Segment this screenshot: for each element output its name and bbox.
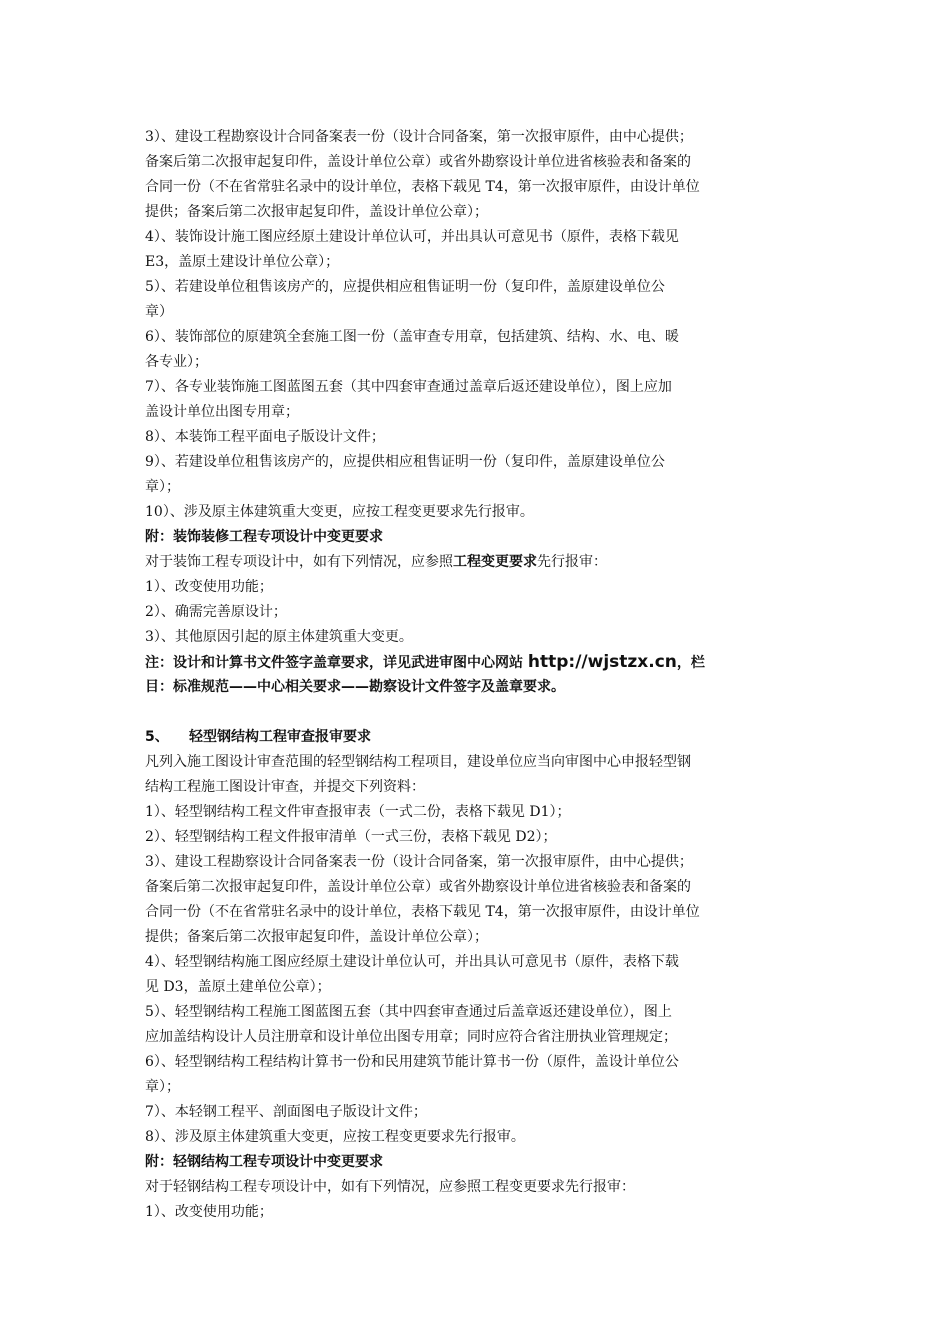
document-page <box>145 125 810 1225</box>
text-line: 提供；备案后第二次报审起复印件，盖设计单位公章）； <box>145 204 488 220</box>
text-line: 6）、装饰部位的原建筑全套施工图一份（盖审查专用章，包括建筑、结构、水、电、暖 <box>145 329 679 345</box>
text-line: 2）、轻型钢结构工程文件报审清单（一式三份，表格下载见 D2）； <box>145 829 557 845</box>
text-line: 盖设计单位出图专用章； <box>145 404 299 420</box>
appendix-b-intro: 对于轻钢结构工程专项设计中，如有下列情况，应参照工程变更要求先行报审： <box>145 1179 635 1195</box>
section-number: 5、 <box>145 729 169 745</box>
text-line: 4）、轻型钢结构施工图应经原土建设计单位认可，并出具认可意见书（原件，表格下载 <box>145 954 679 970</box>
requirements-list-b <box>145 750 810 1150</box>
text-line: 章）； <box>145 479 180 495</box>
text-line: 9）、若建设单位租售该房产的，应提供相应租售证明一份（复印件，盖原建设单位公 <box>145 454 665 470</box>
list-item: 1）、改变使用功能； <box>145 579 273 595</box>
appendix-a-intro-text-end: 先行报审： <box>537 554 607 570</box>
text-line: 各专业）； <box>145 354 208 370</box>
spacer <box>145 700 810 725</box>
text-line: 7）、本轻钢工程平、剖面图电子版设计文件； <box>145 1104 427 1120</box>
website-link[interactable]: http://wjstzx.cn <box>527 652 677 672</box>
list-item: 3）、其他原因引起的原主体建筑重大变更。 <box>145 629 413 645</box>
text-line: 1）、轻型钢结构工程文件审查报审表（一式二份，表格下载见 D1）； <box>145 804 571 820</box>
note-text: 注：设计和计算书文件签字盖章要求，详见武进审图中心网站 <box>145 655 528 671</box>
appendix-a-intro-emphasis: 工程变更要求 <box>453 554 537 570</box>
text-line: 凡列入施工图设计审查范围的轻型钢结构工程项目，建设单位应当向审图中心申报轻型钢 <box>145 754 691 770</box>
text-line: 结构工程施工图设计审查，并提交下列资料： <box>145 779 425 795</box>
section-title: 轻型钢结构工程审查报审要求 <box>189 729 371 745</box>
text-line: 6）、轻型钢结构工程结构计算书一份和民用建筑节能计算书一份（原件，盖设计单位公 <box>145 1054 679 1070</box>
text-line: 备案后第二次报审起复印件，盖设计单位公章）或省外勘察设计单位进省核验表和备案的 <box>145 154 691 170</box>
text-line: 合同一份（不在省常驻名录中的设计单位，表格下载见 T4，第一次报审原件，由设计单位 <box>145 904 700 920</box>
list-item: 1）、改变使用功能； <box>145 1204 273 1220</box>
note-line <box>145 650 810 675</box>
text-line: 见 D3，盖原土建单位公章）； <box>145 979 331 995</box>
list-item: 2）、确需完善原设计； <box>145 604 287 620</box>
text-line: 3）、建设工程勘察设计合同备案表一份（设计合同备案，第一次报审原件，由中心提供； <box>145 854 693 870</box>
appendix-a-intro-text: 对于装饰工程专项设计中，如有下列情况，应参照 <box>145 554 453 570</box>
appendix-b-title: 附：轻钢结构工程专项设计中变更要求 <box>145 1154 383 1170</box>
text-line: 备案后第二次报审起复印件，盖设计单位公章）或省外勘察设计单位进省核验表和备案的 <box>145 879 691 895</box>
text-line: 5）、若建设单位租售该房产的，应提供相应租售证明一份（复印件，盖原建设单位公 <box>145 279 665 295</box>
requirements-list-a <box>145 125 810 525</box>
appendix-a-intro <box>145 550 810 575</box>
text-line: 提供；备案后第二次报审起复印件，盖设计单位公章）； <box>145 929 488 945</box>
text-line: 4）、装饰设计施工图应经原土建设计单位认可，并出具认可意见书（原件，表格下载见 <box>145 229 679 245</box>
text-line: 10）、涉及原主体建筑重大变更，应按工程变更要求先行报审。 <box>145 504 534 520</box>
text-line: 3）、建设工程勘察设计合同备案表一份（设计合同备案，第一次报审原件，由中心提供； <box>145 129 693 145</box>
note-line-2: 目：标准规范——中心相关要求——勘察设计文件签字及盖章要求。 <box>145 679 565 695</box>
note-text-end: ，栏 <box>676 655 705 671</box>
text-line: 5）、轻型钢结构工程施工图蓝图五套（其中四套审查通过后盖章返还建设单位），图上 <box>145 1004 672 1020</box>
section-5-heading <box>145 725 810 750</box>
text-line: E3，盖原土建设计单位公章）； <box>145 254 340 270</box>
text-line: 7）、各专业装饰施工图蓝图五套（其中四套审查通过盖章后返还建设单位），图上应加 <box>145 379 672 395</box>
text-line: 8）、本装饰工程平面电子版设计文件； <box>145 429 385 445</box>
appendix-a-title: 附：装饰装修工程专项设计中变更要求 <box>145 529 383 545</box>
text-line: 8）、涉及原主体建筑重大变更，应按工程变更要求先行报审。 <box>145 1129 525 1145</box>
text-line: 章）； <box>145 1079 180 1095</box>
text-line: 合同一份（不在省常驻名录中的设计单位，表格下载见 T4，第一次报审原件，由设计单位 <box>145 179 700 195</box>
text-line: 章） <box>145 304 173 320</box>
text-line: 应加盖结构设计人员注册章和设计单位出图专用章；同时应符合省注册执业管理规定； <box>145 1029 677 1045</box>
